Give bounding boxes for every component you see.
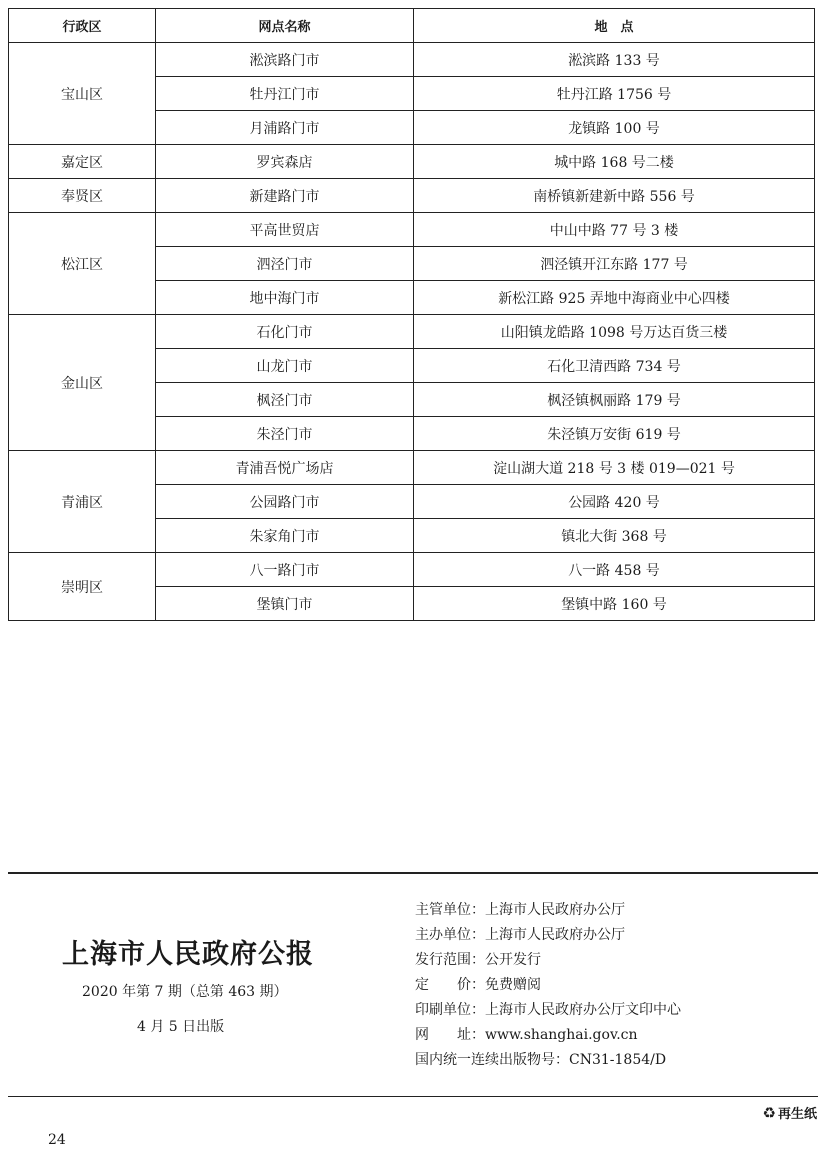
store-name-cell: 青浦吾悦广场店 [156,451,414,485]
address-cell: 泗泾镇开江东路 177 号 [414,247,815,281]
table-row [9,315,815,349]
table-row [9,179,815,213]
store-name-cell: 地中海门市 [156,281,414,315]
publication-info [415,898,681,1073]
address-cell: 枫泾镇枫丽路 179 号 [414,383,815,417]
info-value: CN31-1854/D [569,1052,667,1068]
info-row [415,1048,681,1073]
store-name-cell: 八一路门市 [156,553,414,587]
store-name-cell: 石化门市 [156,315,414,349]
store-name-cell: 罗宾森店 [156,145,414,179]
address-cell: 朱泾镇万安街 619 号 [414,417,815,451]
info-row [415,948,681,973]
address-cell: 淞滨路 133 号 [414,43,815,77]
address-cell: 八一路 458 号 [414,553,815,587]
info-value: 公开发行 [485,952,541,968]
address-cell: 龙镇路 100 号 [414,111,815,145]
info-value: www.shanghai.gov.cn [485,1027,638,1043]
store-name-cell: 新建路门市 [156,179,414,213]
district-cell: 金山区 [9,315,156,451]
info-label: 国内统一连续出版物号： [415,1052,569,1068]
address-cell: 镇北大街 368 号 [414,519,815,553]
store-name-cell: 月浦路门市 [156,111,414,145]
publication-date: 4 月 5 日出版 [137,1019,225,1035]
address-cell: 中山中路 77 号 3 楼 [414,213,815,247]
info-row [415,898,681,923]
address-cell: 牡丹江路 1756 号 [414,77,815,111]
info-row [415,973,681,998]
info-label: 主办单位： [415,927,485,943]
page-number: 24 [48,1132,66,1148]
address-cell: 城中路 168 号二楼 [414,145,815,179]
address-cell: 堡镇中路 160 号 [414,587,815,621]
info-label: 印刷单位： [415,1002,485,1018]
info-value: 免费赠阅 [485,977,541,993]
store-name-cell: 淞滨路门市 [156,43,414,77]
journal-title: 上海市人民政府公报 [62,939,314,970]
store-name-cell: 公园路门市 [156,485,414,519]
address-cell: 山阳镇龙皓路 1098 号万达百货三楼 [414,315,815,349]
info-label: 定 价： [415,977,485,993]
info-value: 上海市人民政府办公厅文印中心 [485,1002,681,1018]
info-row [415,923,681,948]
issue-line: 2020 年第 7 期（总第 463 期） [82,984,288,1000]
table-header-row [9,9,815,43]
header-store-name: 网点名称 [156,9,414,43]
info-label: 发行范围： [415,952,485,968]
info-label: 主管单位： [415,902,485,918]
table-row [9,43,815,77]
footer-top-rule [8,872,818,874]
info-value: 上海市人民政府办公厅 [485,902,625,918]
recycled-paper-mark [763,1103,817,1122]
address-cell: 淀山湖大道 218 号 3 楼 019—021 号 [414,451,815,485]
district-cell: 松江区 [9,213,156,315]
store-name-cell: 朱泾门市 [156,417,414,451]
address-cell: 公园路 420 号 [414,485,815,519]
info-value: 上海市人民政府办公厅 [485,927,625,943]
table-row [9,553,815,587]
info-label: 网 址： [415,1027,485,1043]
store-name-cell: 泗泾门市 [156,247,414,281]
store-name-cell: 平高世贸店 [156,213,414,247]
footer-bottom-rule [8,1096,818,1097]
table-row [9,213,815,247]
store-table [8,8,815,621]
info-row [415,1023,681,1048]
store-name-cell: 牡丹江门市 [156,77,414,111]
store-name-cell: 朱家角门市 [156,519,414,553]
table-row [9,145,815,179]
district-cell: 崇明区 [9,553,156,621]
header-district: 行政区 [9,9,156,43]
district-cell: 奉贤区 [9,179,156,213]
district-cell: 青浦区 [9,451,156,553]
store-name-cell: 堡镇门市 [156,587,414,621]
district-cell: 嘉定区 [9,145,156,179]
address-cell: 新松江路 925 弄地中海商业中心四楼 [414,281,815,315]
address-cell: 南桥镇新建新中路 556 号 [414,179,815,213]
store-name-cell: 山龙门市 [156,349,414,383]
address-cell: 石化卫清西路 734 号 [414,349,815,383]
district-cell: 宝山区 [9,43,156,145]
header-address: 地 点 [414,9,815,43]
table-body [9,43,815,621]
store-name-cell: 枫泾门市 [156,383,414,417]
recycled-paper-label: 再生纸 [777,1107,817,1122]
info-row [415,998,681,1023]
table-row [9,451,815,485]
recycle-icon: ♻ [762,1104,776,1122]
